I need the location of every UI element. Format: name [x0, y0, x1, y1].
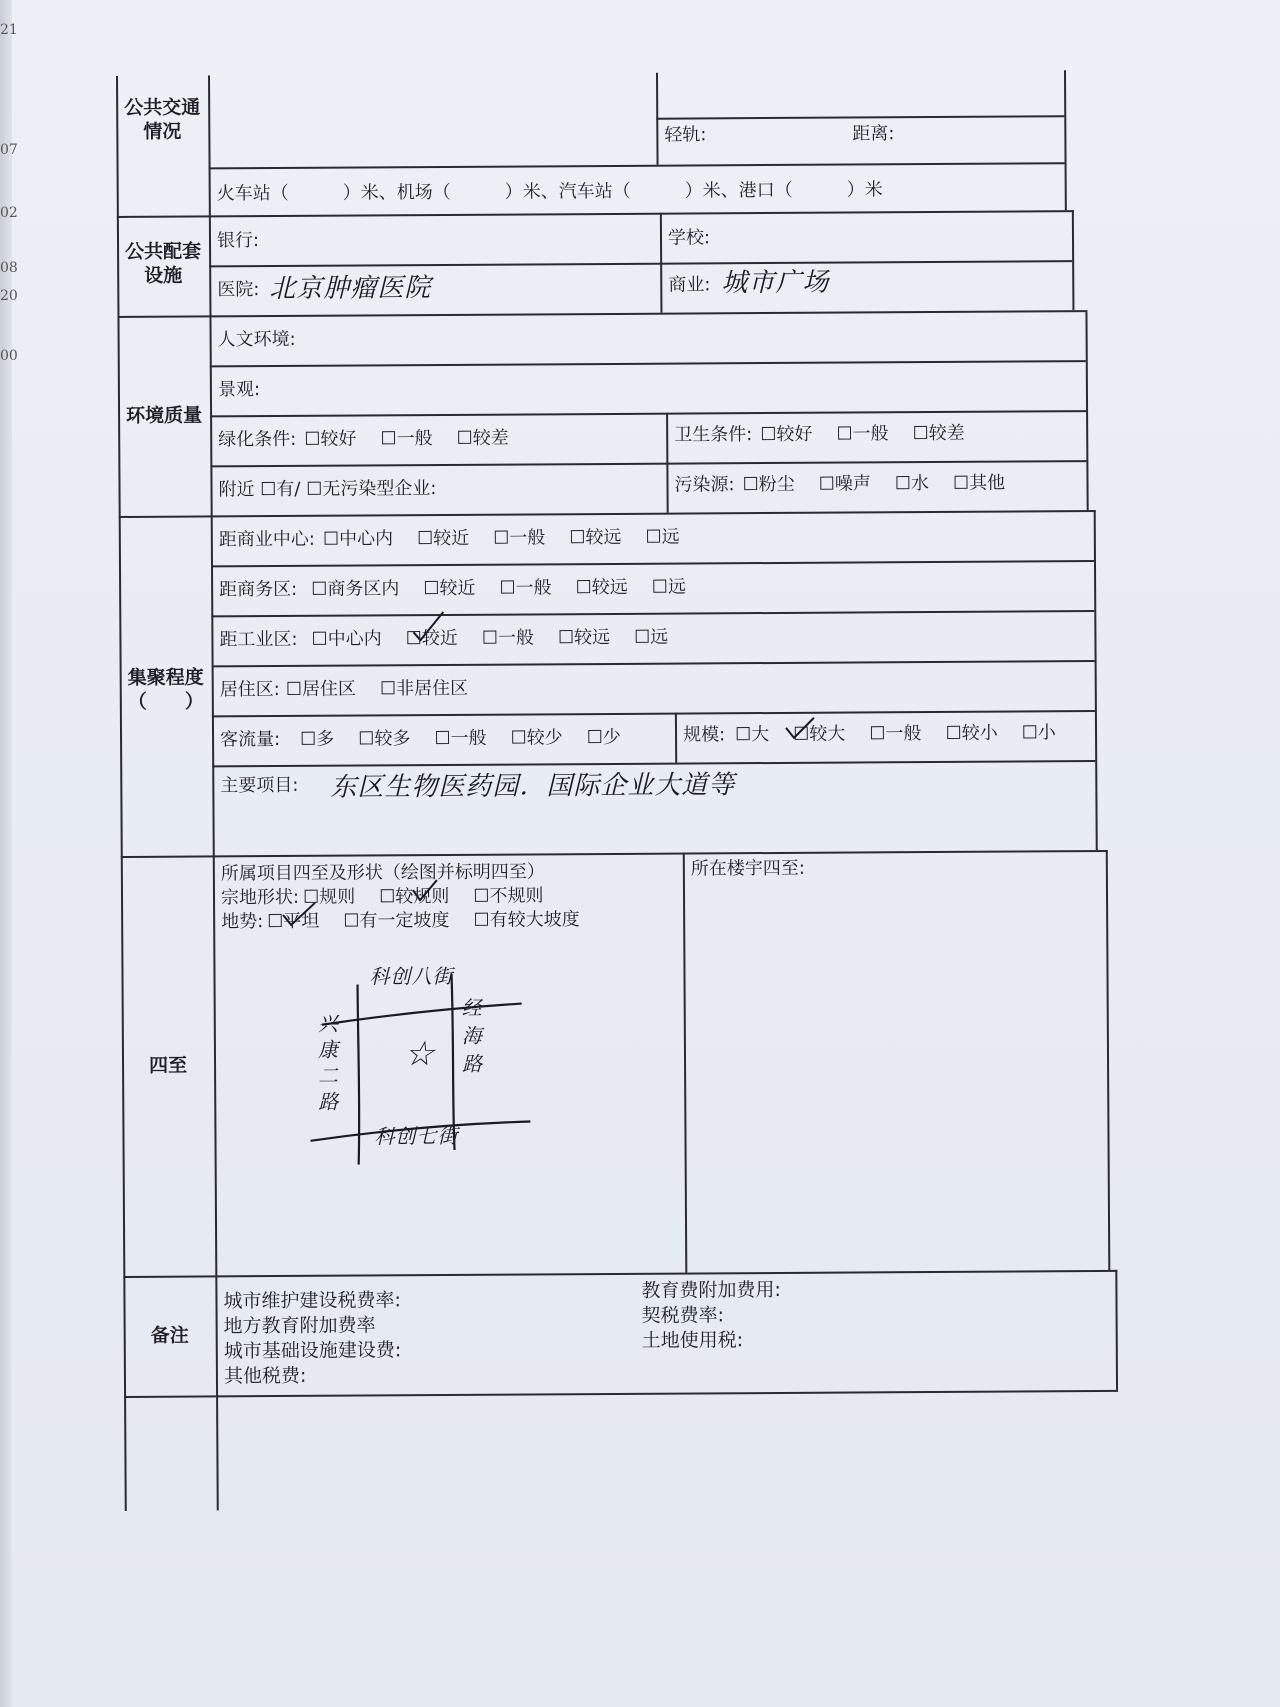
checkbox-option[interactable]: ☐较多 [358, 728, 411, 750]
row-line [656, 115, 1064, 119]
checkbox-option[interactable]: ☐一般 [493, 527, 546, 549]
greening-label: 绿化条件: [218, 428, 297, 451]
remark-item: 契税费率: [641, 1304, 725, 1327]
edge-text: 08 [0, 260, 18, 276]
school-field[interactable]: 学校: [667, 227, 711, 249]
row-line [209, 260, 1072, 267]
sanitation-row [674, 423, 965, 447]
outer-bottom-border [124, 1390, 1118, 1398]
pollution-row [674, 473, 1005, 497]
scale-label: 规模: [682, 724, 726, 746]
checkbox-option[interactable]: ☐少 [586, 726, 621, 749]
checkbox-option[interactable]: ☐有较大坡度 [473, 909, 580, 931]
building-boundary-field[interactable]: 所在楼宇四至: [690, 857, 805, 880]
sketch-south-road: 科创七街 [374, 1123, 459, 1149]
nearby-polluter-field[interactable]: 附近 ☐有/ ☐无污染型企业: [218, 478, 437, 501]
remark-item: 其他税费: [223, 1364, 307, 1388]
checkbox-option[interactable]: ☐一般 [434, 727, 487, 750]
checkbox-option[interactable]: ☐较近 [405, 627, 458, 650]
remarks-right-list [641, 1278, 781, 1354]
section-divider [123, 1270, 1117, 1278]
commercial-label: 距商业中心: [218, 528, 315, 551]
row-line [210, 410, 1086, 417]
remark-item: 土地使用税: [641, 1329, 744, 1352]
checkbox-option[interactable]: ☐大 [735, 724, 770, 746]
section-divider [119, 510, 1096, 518]
checkbox-option[interactable]: ☐较近 [423, 577, 476, 600]
sketch-west-road: 兴 康 二 路 [317, 1011, 340, 1114]
checkbox-option[interactable]: ☐不规则 [473, 885, 544, 907]
business-field[interactable]: 商业: [668, 274, 711, 296]
sketch-east-road: 经 海 路 [461, 995, 484, 1076]
row-line [212, 660, 1095, 667]
terrain-checkmark [281, 901, 321, 931]
checkbox-option[interactable]: ☐一般 [380, 428, 433, 450]
culture-field[interactable]: 人文环境: [217, 328, 296, 351]
cell-divider [683, 853, 688, 1273]
cell-divider [666, 413, 669, 513]
transport-label: 公共交通 情况 [124, 96, 201, 143]
checkbox-option[interactable]: ☐中心内 [322, 528, 394, 550]
scale-checkmark [784, 714, 824, 744]
checkbox-option[interactable]: ☐远 [645, 526, 680, 548]
residential-row [220, 678, 468, 702]
commercial-distance-row [219, 527, 680, 552]
checkbox-option[interactable]: ☐较小 [945, 722, 998, 744]
agglomeration-label: 集聚程度 （ ） [127, 666, 204, 713]
edge-strip [0, 0, 18, 1707]
row-line [209, 162, 1065, 169]
right-border [1094, 510, 1098, 850]
row-line [210, 360, 1086, 367]
checkbox-option[interactable]: ☐较规则 [379, 885, 450, 908]
sketch-center-star: ☆ [403, 1034, 436, 1075]
business-distance-row [219, 577, 686, 602]
checkbox-option[interactable]: ☐中心内 [311, 628, 382, 650]
checkbox-option[interactable]: ☐较大 [793, 723, 846, 745]
checkbox-option[interactable]: ☐商务区内 [311, 578, 400, 600]
bank-field[interactable]: 银行: [216, 230, 260, 252]
checkbox-option[interactable]: ☐较差 [912, 422, 965, 445]
checkbox-option[interactable]: ☐较近 [416, 527, 470, 550]
right-border-top [1064, 70, 1067, 210]
industrial-checkmark [409, 606, 449, 646]
light-rail-field[interactable]: 轻轨: [664, 124, 707, 146]
boundary-title: 所属项目四至及形状（绘图并标明四至） [220, 861, 545, 885]
checkbox-option[interactable]: ☐较好 [760, 423, 813, 446]
row-line [212, 710, 1095, 717]
row-line [210, 460, 1086, 467]
checkbox-option[interactable]: ☐噪声 [818, 473, 871, 495]
boundaries-label: 四至 [148, 1054, 188, 1077]
checkbox-option[interactable]: ☐一般 [836, 423, 889, 445]
checkbox-option[interactable]: ☐较远 [557, 626, 611, 649]
section-divider [121, 850, 1108, 858]
checkbox-option[interactable]: ☐其他 [952, 472, 1006, 494]
checkbox-option[interactable]: ☐一般 [481, 627, 535, 649]
business-handwriting: 城市广场 [721, 267, 830, 299]
shape-row [221, 885, 544, 909]
terrain-row [221, 909, 580, 933]
checkbox-option[interactable]: ☐远 [651, 576, 686, 598]
checkbox-option[interactable]: ☐较远 [569, 526, 622, 549]
edge-text: 20 [0, 288, 18, 304]
checkbox-option[interactable]: ☐规则 [303, 886, 356, 908]
checkbox-option[interactable]: ☐多 [300, 728, 335, 750]
checkbox-option[interactable]: ☐平坦 [267, 910, 320, 933]
traffic-row [220, 727, 621, 751]
remark-item: 地方教育附加费率 [223, 1314, 376, 1338]
checkbox-option[interactable]: ☐一般 [499, 577, 552, 599]
survey-form [116, 69, 1225, 1511]
hospital-field[interactable]: 医院: [217, 279, 260, 301]
facilities-label: 公共配套 设施 [124, 240, 202, 287]
remarks-label: 备注 [150, 1324, 189, 1347]
greening-row [218, 428, 509, 452]
edge-text: 21 [0, 22, 18, 38]
section-divider [117, 310, 1085, 318]
right-border [1072, 210, 1075, 310]
checkbox-option[interactable]: ☐粉尘 [742, 473, 795, 496]
sanitation-label: 卫生条件: [674, 424, 753, 446]
hospital-handwriting: 北京肿瘤医院 [269, 273, 432, 305]
checkbox-option[interactable]: ☐一般 [869, 723, 922, 745]
checkbox-option[interactable]: ☐较差 [456, 427, 509, 449]
checkbox-option[interactable]: ☐远 [634, 626, 669, 648]
remark-item: 教育费附加费用: [641, 1278, 781, 1302]
pollution-label: 污染源: [674, 474, 735, 496]
environment-label: 环境质量 [125, 404, 203, 427]
section-divider [117, 210, 1074, 218]
shape-label: 宗地形状: [220, 886, 300, 909]
landscape-field[interactable]: 景观: [217, 379, 261, 401]
scale-row [683, 722, 1056, 746]
right-border [1115, 1270, 1118, 1390]
industrial-label: 距工业区: [219, 628, 298, 651]
traffic-label: 客流量: [219, 729, 281, 751]
terrain-label: 地势: [221, 911, 264, 933]
remarks-left-list [223, 1288, 401, 1389]
row-line [211, 610, 1094, 617]
edge-text: 07 [0, 142, 18, 158]
checkbox-option[interactable]: ☐较远 [575, 576, 628, 599]
row-line [211, 560, 1094, 567]
sketch-north-road: 科创八街 [369, 963, 454, 989]
checkbox-option[interactable]: ☐居住区 [285, 678, 357, 700]
remark-item: 城市维护建设税费率: [223, 1289, 401, 1313]
checkbox-option[interactable]: ☐较少 [510, 727, 563, 749]
right-border [1106, 850, 1111, 1270]
projects-field[interactable]: 主要项目: [220, 774, 299, 797]
shape-checkmark [411, 878, 441, 906]
cell-divider [675, 713, 677, 763]
distance-field[interactable]: 距离: [852, 123, 895, 145]
business-label: 距商务区: [219, 578, 298, 601]
edge-text: 02 [0, 205, 18, 221]
checkbox-option[interactable]: ☐有一定坡度 [343, 909, 450, 932]
checkbox-option[interactable]: ☐小 [1021, 722, 1056, 744]
checkbox-option[interactable]: ☐非居住区 [379, 677, 469, 700]
residential-label: 居住区: [219, 679, 280, 701]
projects-handwriting: 东区生物医药园．国际企业大道等 [330, 770, 736, 803]
remark-item: 城市基础设施建设费: [223, 1339, 402, 1363]
edge-text: 00 [0, 348, 18, 364]
checkbox-option[interactable]: ☐水 [894, 473, 930, 495]
checkbox-option[interactable]: ☐较好 [304, 428, 357, 450]
stations-distance-field[interactable]: 火车站（ ）米、机场（ ）米、汽车站（ ）米、港口（ ）米 [216, 179, 883, 205]
